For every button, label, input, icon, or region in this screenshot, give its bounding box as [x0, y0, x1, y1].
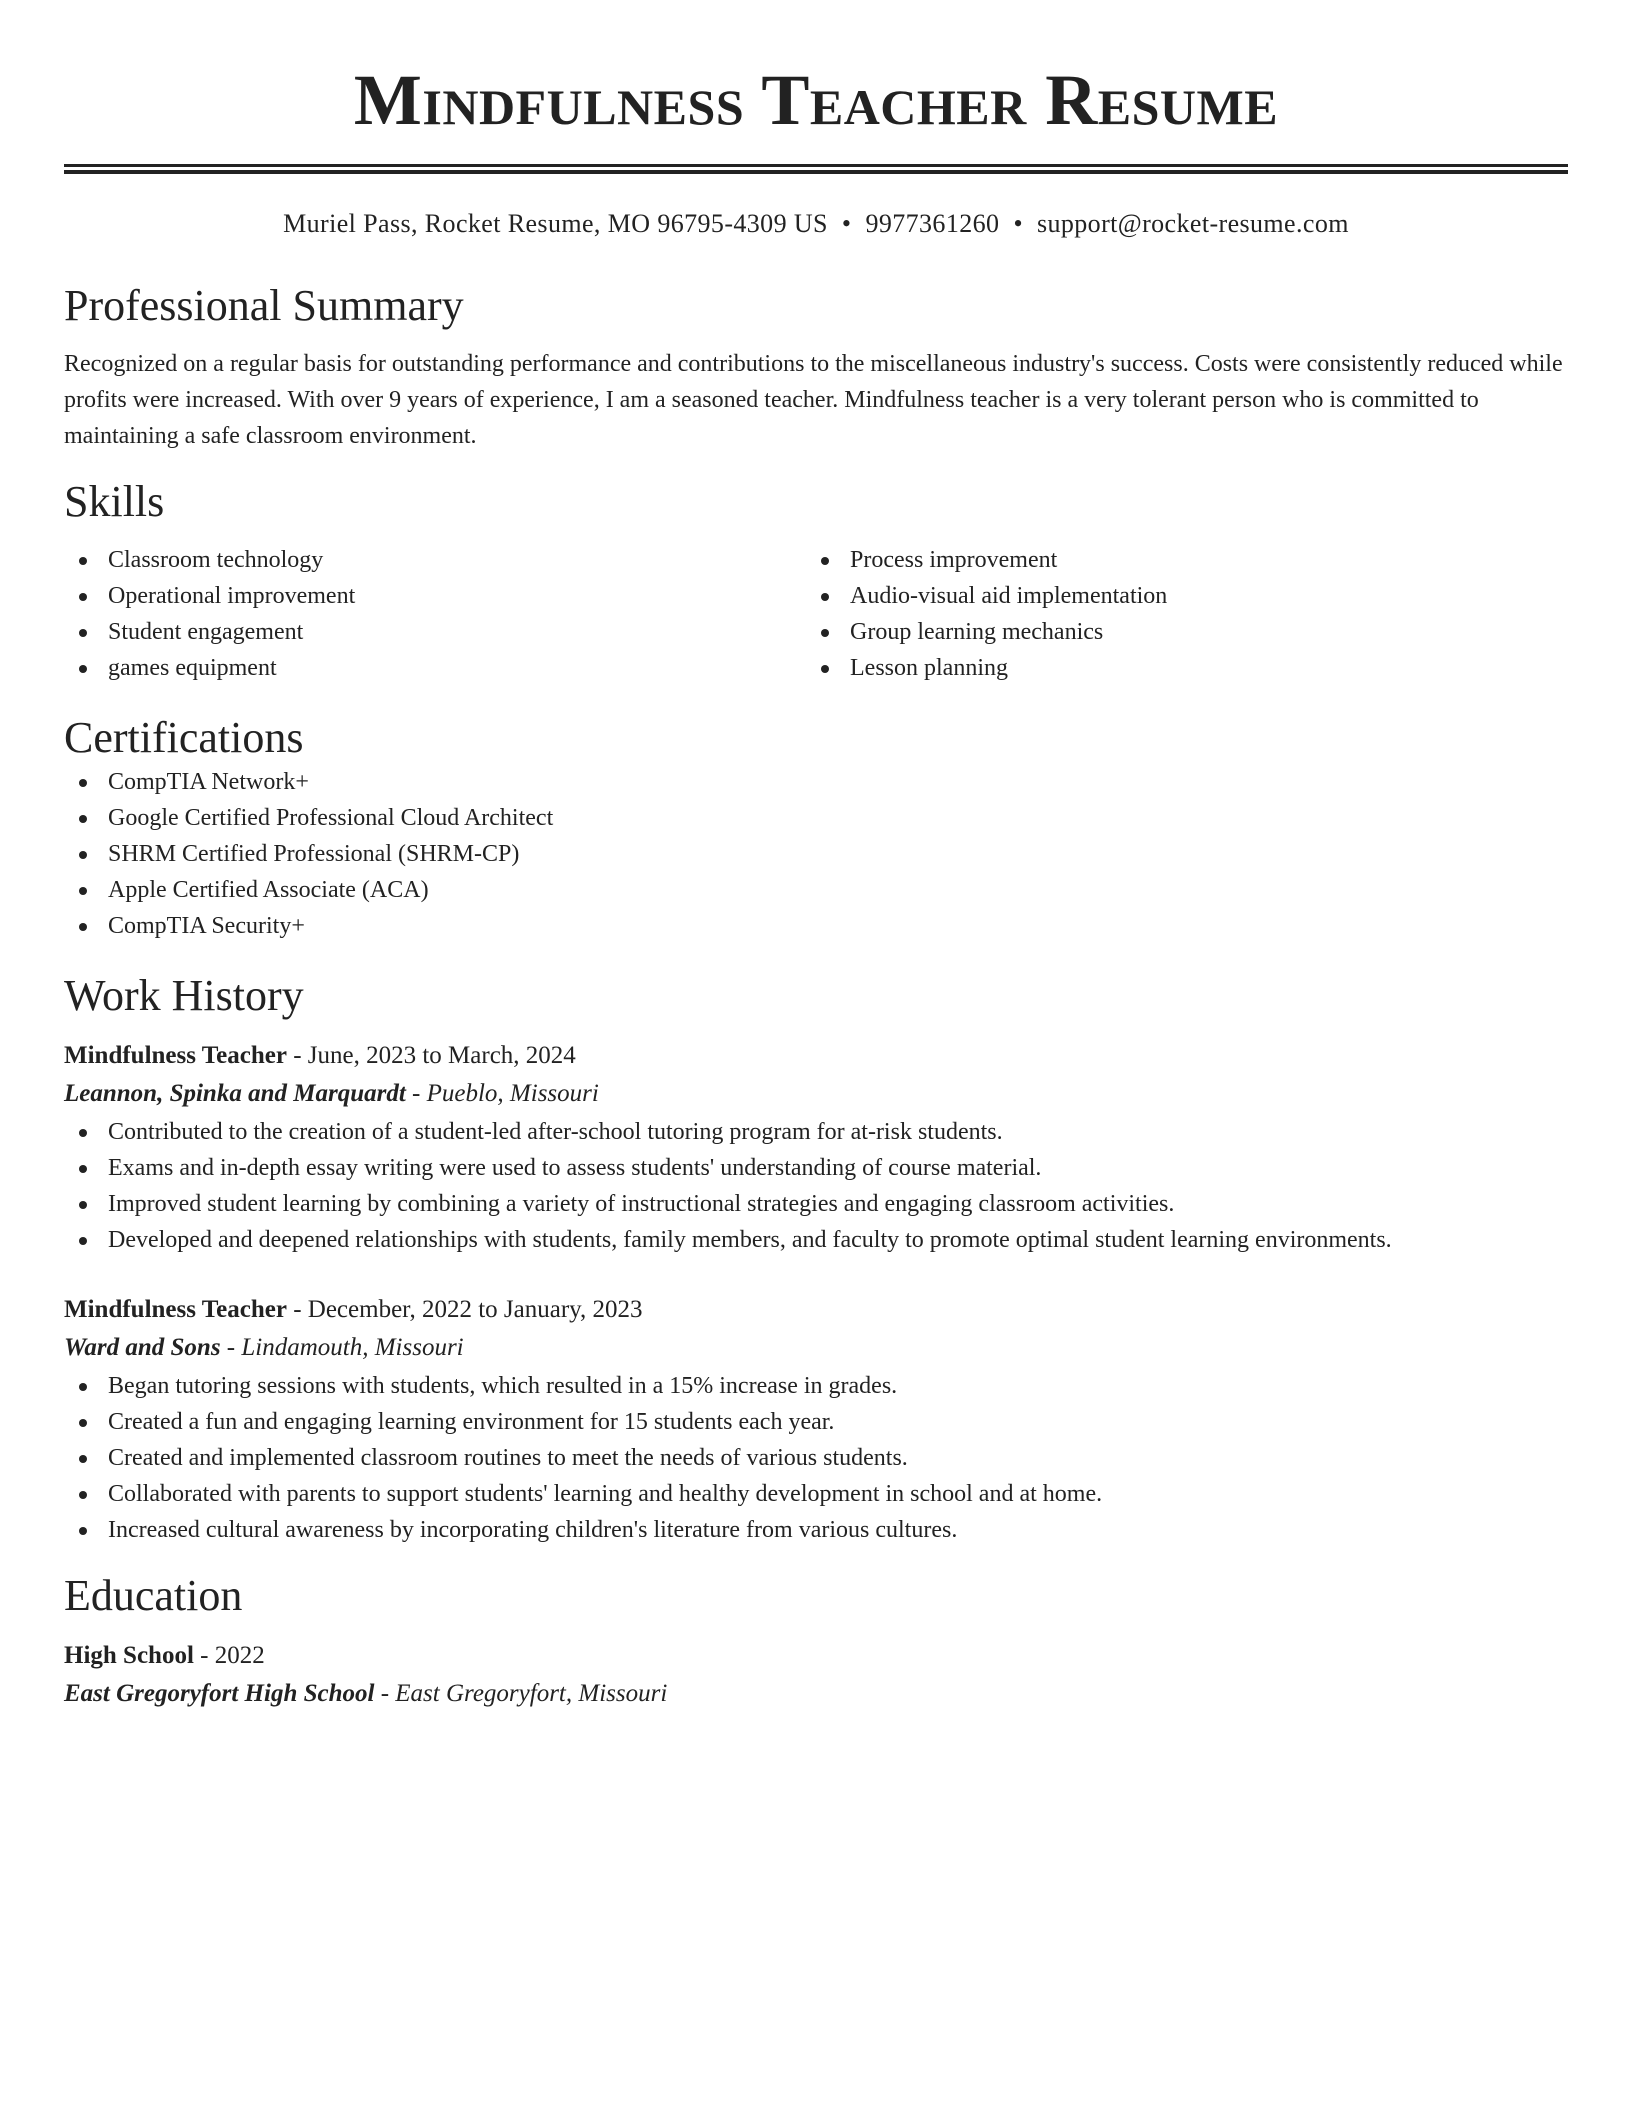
- skill-item: games equipment: [64, 650, 806, 686]
- certification-item: CompTIA Network+: [64, 764, 1568, 800]
- bullet-dot: [79, 815, 87, 823]
- job-duty-item: Contributed to the creation of a student-led after-school tutoring program for at-risk students.: [64, 1114, 1568, 1150]
- contact-address: Muriel Pass, Rocket Resume, MO 96795-4309 US: [283, 209, 828, 238]
- education-year: - 2022: [193, 1642, 265, 1669]
- job-duties-list: [64, 1368, 1568, 1548]
- bullet-dot: [79, 557, 87, 565]
- bullet-dot: [79, 593, 87, 601]
- contact-line: [64, 208, 1568, 240]
- contact-separator: •: [1013, 209, 1023, 238]
- title-divider: [64, 164, 1568, 174]
- bullet-dot: [79, 851, 87, 859]
- education-degree: High School: [64, 1642, 194, 1669]
- skill-item: Lesson planning: [806, 650, 1548, 686]
- job-dates: - June, 2023 to March, 2024: [286, 1042, 576, 1069]
- bullet-dot: [79, 1165, 87, 1173]
- bullet-dot: [79, 1455, 87, 1463]
- skill-item: Audio-visual aid implementation: [806, 578, 1548, 614]
- job-duties-list: [64, 1114, 1568, 1258]
- bullet-dot: [79, 1527, 87, 1535]
- bullet-dot: [821, 629, 829, 637]
- work-history-heading: Work History: [64, 971, 304, 1020]
- skills-left-column: [64, 542, 806, 686]
- bullet-dot: [79, 1129, 87, 1137]
- certification-item: Apple Certified Associate (ACA): [64, 872, 1568, 908]
- education-institution: [64, 1674, 1568, 1714]
- job-title: Mindfulness Teacher: [64, 1296, 287, 1323]
- bullet-dot: [79, 1383, 87, 1391]
- bullet-dot: [79, 629, 87, 637]
- job-company: Ward and Sons: [64, 1334, 221, 1361]
- job-header: [64, 1292, 1568, 1328]
- education-location: - East Gregoryfort, Missouri: [374, 1680, 668, 1707]
- job-location: - Lindamouth, Missouri: [220, 1334, 464, 1361]
- job-company: Leannon, Spinka and Marquardt: [64, 1080, 406, 1107]
- skills-columns: [64, 542, 1568, 686]
- certifications-list: [64, 764, 1568, 944]
- job-duty-item: Collaborated with parents to support students' learning and healthy development in school and at home.: [64, 1476, 1568, 1512]
- job-duty-item: Developed and deepened relationships with students, family members, and faculty to promote optimal student learning environments.: [64, 1222, 1568, 1258]
- job-title: Mindfulness Teacher: [64, 1042, 287, 1069]
- resume-title: Mindfulness Teacher Resume: [353, 60, 1279, 140]
- summary-text: Recognized on a regular basis for outstanding performance and contributions to the miscellaneous industry's success. Costs were consistently reduced while profits were increased. With over 9 years of experience, I am a seasoned teacher. Mindfulness teacher is a very tolerant person who is committed to maintaining a safe classroom environment.: [64, 351, 1563, 449]
- skills-heading: Skills: [64, 477, 165, 526]
- bullet-dot: [79, 887, 87, 895]
- job-duty-item: Created and implemented classroom routines to meet the needs of various students.: [64, 1440, 1568, 1476]
- skill-item: Student engagement: [64, 614, 806, 650]
- education-heading: Education: [64, 1571, 243, 1620]
- job-duty-item: Began tutoring sessions with students, which resulted in a 15% increase in grades.: [64, 1368, 1568, 1404]
- contact-email: support@rocket-resume.com: [1036, 209, 1349, 238]
- job-location: - Pueblo, Missouri: [405, 1080, 599, 1107]
- bullet-dot: [79, 1201, 87, 1209]
- job-duty-item: Exams and in-depth essay writing were used to assess students' understanding of course material.: [64, 1150, 1568, 1186]
- skills-left-list: [64, 542, 806, 686]
- certification-item: Google Certified Professional Cloud Architect: [64, 800, 1568, 836]
- bullet-dot: [821, 665, 829, 673]
- job-header: [64, 1038, 1568, 1074]
- skills-right-list: [806, 542, 1548, 686]
- education-school: East Gregoryfort High School: [64, 1680, 375, 1707]
- bullet-dot: [79, 1237, 87, 1245]
- contact-separator: •: [841, 209, 852, 238]
- bullet-dot: [821, 557, 829, 565]
- summary-heading: Professional Summary: [64, 281, 464, 330]
- contact-phone: 9977361260: [865, 209, 1000, 238]
- bullet-dot: [79, 1491, 87, 1499]
- job-duty-item: Created a fun and engaging learning environment for 15 students each year.: [64, 1404, 1568, 1440]
- job-dates: - December, 2022 to January, 2023: [286, 1296, 643, 1323]
- bullet-dot: [821, 593, 829, 601]
- bullet-dot: [79, 665, 87, 673]
- certification-item: SHRM Certified Professional (SHRM-CP): [64, 836, 1568, 872]
- job-employer: [64, 1328, 1568, 1368]
- job-duty-item: Improved student learning by combining a variety of instructional strategies and engaging classroom activities.: [64, 1186, 1568, 1222]
- bullet-dot: [79, 779, 87, 787]
- skill-item: Classroom technology: [64, 542, 806, 578]
- certification-item: CompTIA Security+: [64, 908, 1568, 944]
- bullet-dot: [79, 1419, 87, 1427]
- skill-item: Process improvement: [806, 542, 1548, 578]
- skills-right-column: [806, 542, 1548, 686]
- education-header: [64, 1638, 1568, 1674]
- job-employer: [64, 1074, 1568, 1114]
- certifications-heading: Certifications: [64, 713, 304, 762]
- job-duty-item: Increased cultural awareness by incorporating children's literature from various cultures.: [64, 1512, 1568, 1548]
- bullet-dot: [79, 923, 87, 931]
- skill-item: Operational improvement: [64, 578, 806, 614]
- skill-item: Group learning mechanics: [806, 614, 1548, 650]
